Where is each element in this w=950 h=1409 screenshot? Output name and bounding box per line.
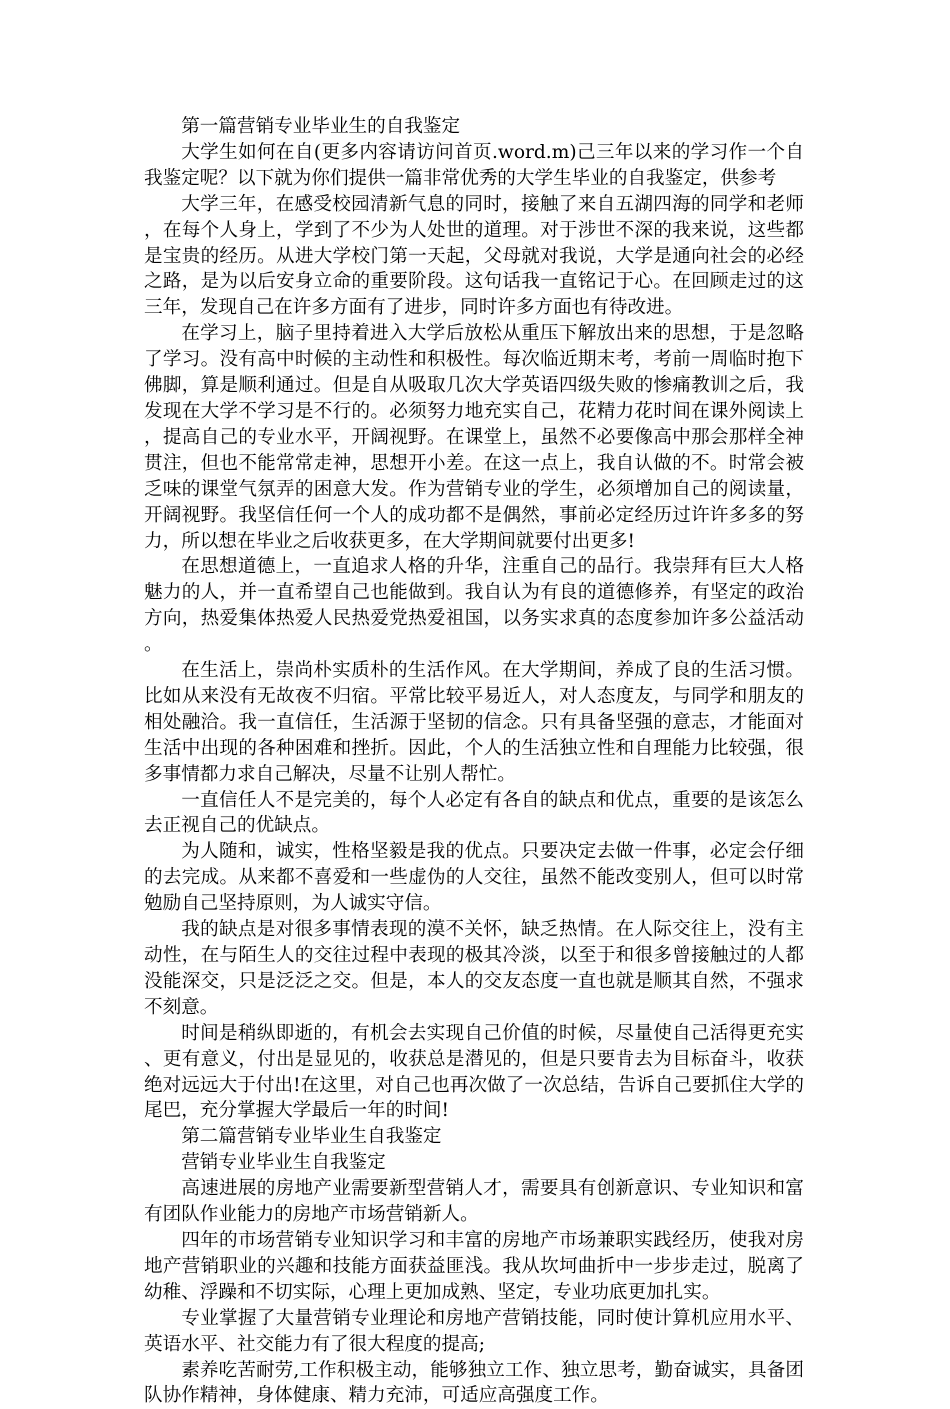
body-paragraph: 在思想道德上，一直追求人格的升华，注重自己的品行。我崇拜有巨大人格魅力的人，并一直希望自己也能做到。我自认为有良的道德修养，有坚定的政治方向，热爱集体热爱人民热爱党热爱祖国，以务实求真的态度参加许多公益活动。	[144, 554, 804, 658]
body-paragraph: 大学三年，在感受校园清新气息的同时，接触了来自五湖四海的同学和老师，在每个人身上，学到了不少为人处世的道理。对于涉世不深的我来说，这些都是宝贵的经历。从进大学校门第一天起，父母就对我说，大学是通向社会的必经之路，是为以后安身立命的重要阶段。这句话我一直铭记于心。在回顾走过的这三年，发现自己在许多方面有了进步，同时许多方面也有待改进。	[144, 192, 804, 322]
document-body	[144, 114, 804, 1409]
body-paragraph: 专业掌握了大量营销专业理论和房地产营销技能，同时使计算机应用水平、英语水平、社交能力有了很大程度的提高;	[144, 1306, 804, 1358]
body-paragraph: 在学习上，脑子里持着进入大学后放松从重压下解放出来的思想，于是忽略了学习。没有高中时候的主动性和积极性。每次临近期末考，考前一周临时抱下佛脚，算是顺利通过。但是自从吸取几次大学英语四级失败的惨痛教训之后，我发现在大学不学习是不行的。必须努力地充实自己，花精力花时间在课外阅读上，提高自己的专业水平，开阔视野。在课堂上，虽然不必要像高中那会那样全神贯注，但也不能常常走神，思想开小差。在这一点上，我自认做的不。时常会被乏味的课堂气氛弄的困意大发。作为营销专业的学生，必须增加自己的阅读量，开阔视野。我坚信任何一个人的成功都不是偶然，事前必定经历过许许多多的努力，所以想在毕业之后收获更多，在大学期间就要付出更多!	[144, 321, 804, 554]
section-title-first: 第一篇营销专业毕业生的自我鉴定	[144, 114, 804, 140]
body-paragraph: 时间是稍纵即逝的，有机会去实现自己价值的时候，尽量使自己活得更充实、更有意义，付出是显见的，收获总是潜见的，但是只要肯去为目标奋斗，收获绝对远远大于付出!在这里，对自己也再次做了一次总结，告诉自己要抓住大学的尾巴，充分掌握大学最后一年的时间!	[144, 1021, 804, 1125]
body-paragraph: 一直信任人不是完美的，每个人必定有各自的缺点和优点，重要的是该怎么去正视自己的优缺点。	[144, 788, 804, 840]
body-paragraph: 我的缺点是对很多事情表现的漠不关怀，缺乏热情。在人际交往上，没有主动性，在与陌生人的交往过程中表现的极其冷淡，以至于和很多曾接触过的人都没能深交，只是泛泛之交。但是，本人的交友态度一直也就是顺其自然，不强求不刻意。	[144, 917, 804, 1021]
body-paragraph: 高速进展的房地产业需要新型营销人才，需要具有创新意识、专业知识和富有团队作业能力的房地产市场营销新人。	[144, 1176, 804, 1228]
body-paragraph: 素养吃苦耐劳,工作积极主动，能够独立工作、独立思考，勤奋诚实，具备团队协作精神，身体健康、精力充沛，可适应高强度工作。	[144, 1358, 804, 1409]
body-paragraph: 四年的市场营销专业知识学习和丰富的房地产市场兼职实践经历，使我对房地产营销职业的兴趣和技能方面获益匪浅。我从坎坷曲折中一步步走过，脱离了幼稚、浮躁和不切实际，心理上更加成熟、坚定，专业功底更加扎实。	[144, 1228, 804, 1306]
subsection-title: 营销专业毕业生自我鉴定	[144, 1150, 804, 1176]
body-paragraph: 在生活上，崇尚朴实质朴的生活作风。在大学期间，养成了良的生活习惯。比如从来没有无故夜不归宿。平常比较平易近人，对人态度友，与同学和朋友的相处融洽。我一直信任，生活源于坚韧的信念。只有具备坚强的意志，才能面对生活中出现的各种困难和挫折。因此，个人的生活独立性和自理能力比较强，很多事情都力求自己解决，尽量不让别人帮忙。	[144, 658, 804, 788]
intro-paragraph: 大学生如何在自(更多内容请访问首页.word.m)己三年以来的学习作一个自我鉴定呢？以下就为你们提供一篇非常优秀的大学生毕业的自我鉴定，供参考	[144, 140, 804, 192]
section-title-second: 第二篇营销专业毕业生自我鉴定	[144, 1124, 804, 1150]
body-paragraph: 为人随和，诚实，性格坚毅是我的优点。只要决定去做一件事，必定会仔细的去完成。从来都不喜爱和一些虚伪的人交往，虽然不能改变别人，但可以时常勉励自己坚持原则，为人诚实守信。	[144, 839, 804, 917]
